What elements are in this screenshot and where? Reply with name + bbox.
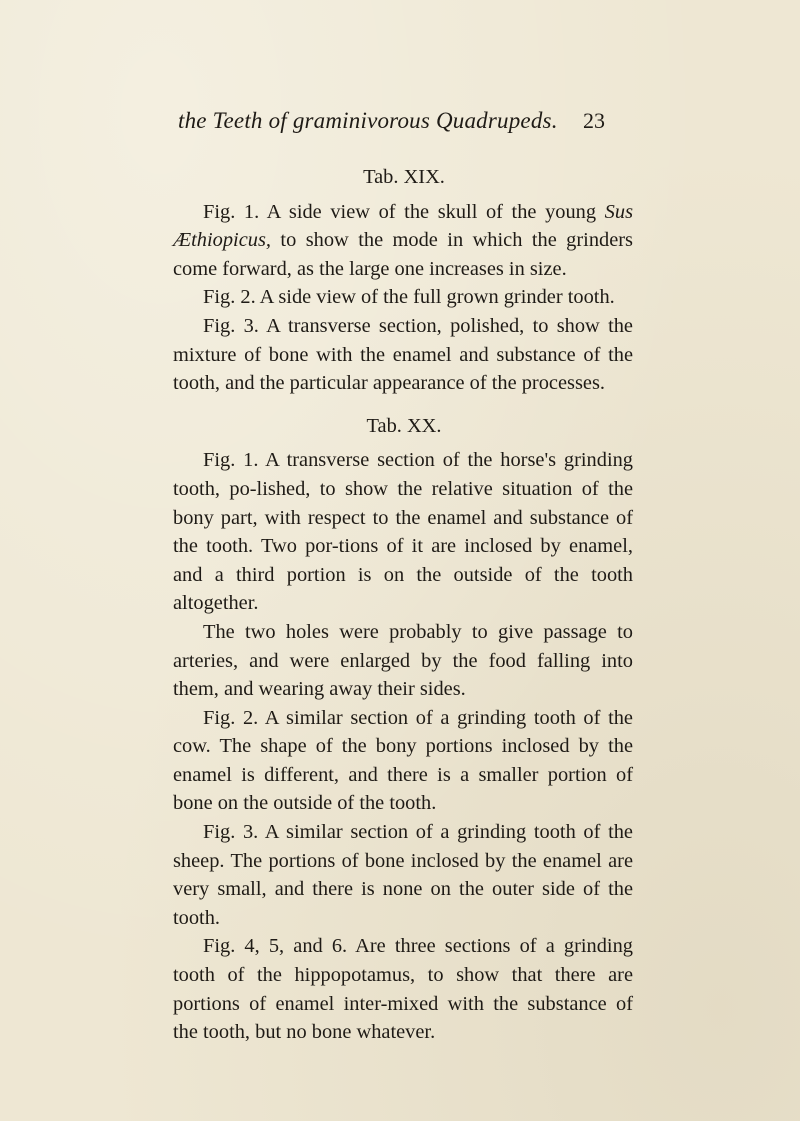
figure-description-xix-3: Fig. 3. A transverse section, polished, to show the mixture of bone with the enamel and substance of the tooth, and the particular appearance of the processes. [173,314,633,395]
text-span: Fig. 1. A side view of the skull of the young [203,200,605,223]
figure-description-xix-2: Fig. 2. A side view of the full grown grinder tooth. [203,286,615,309]
figure-description-xx-1: Fig. 1. A transverse section of the horse's grinding tooth, po-lished, to show the relative situation of the bony part, with respect to the enamel and substance of the tooth. Two por-tions of it are inclosed by enamel, and a third portion is on the outside of the tooth altogether. [173,449,633,615]
figure-description-xx-2: Fig. 2. A similar section of a grinding tooth of the cow. The shape of the bony portions inclosed by the enamel is different, and there is a smaller portion of bone on the outside of the tooth. [173,706,633,815]
figure-description-xix-1 [173,198,633,284]
page-number: 23 [583,108,605,133]
figure-description-xx-3: Fig. 3. A similar section of a grinding tooth of the sheep. The portions of bone inclosed by the enamel are very small, and there is none on the outer side of the tooth. [173,821,633,929]
plate-heading-xx: Tab. XX. [366,414,442,437]
text-span: to show the mode in which the grinders come forward, as the large one increases in size. [173,229,633,280]
running-head: the Teeth of graminivorous Quadrupeds. [178,108,558,133]
paragraph-holes: The two holes were probably to give passage to arteries, and were enlarged by the food falling into them, and wearing away their sides. [173,620,633,701]
figure-description-xx-4-5-6: Fig. 4, 5, and 6. Are three sections of a grinding tooth of the hippopotamus, to show that there are portions of enamel inter-mixed with the substance of the tooth, but no bone whatever. [173,935,633,1044]
body-text [173,163,633,1047]
species-name: Sus Æthiopicus, [173,200,633,252]
plate-heading-xix: Tab. XIX. [363,166,445,188]
